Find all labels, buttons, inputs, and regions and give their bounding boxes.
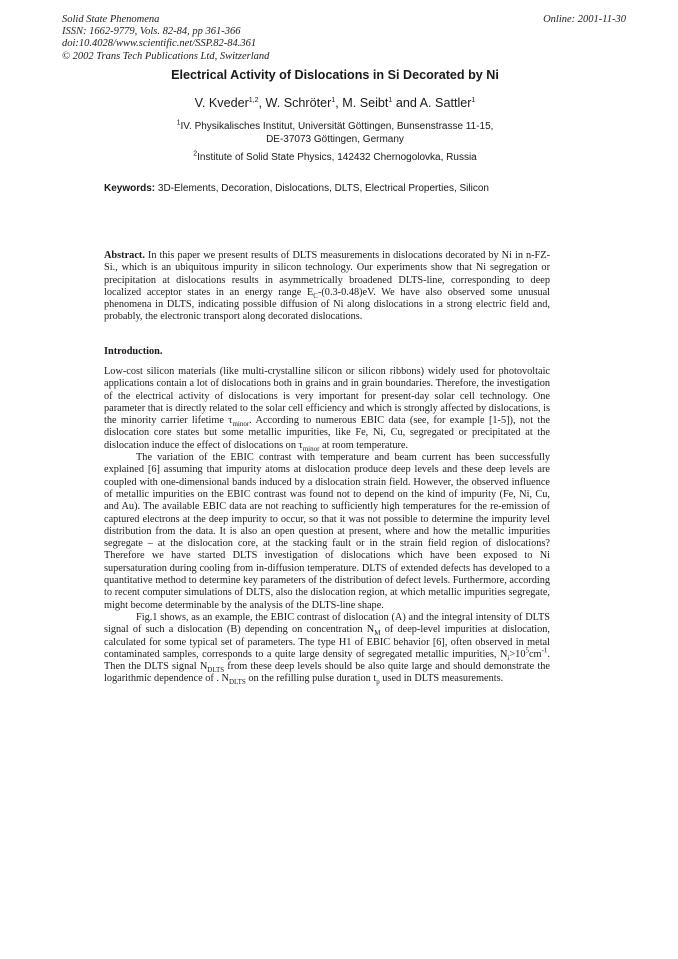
paragraph: The variation of the EBIC contrast with temperature and beam current has been successfully explained [6] assuming that impurity atoms at dislocation produce deep levels and these deep levels are coupled with one-dimensional bands induced by a dislocation strain field. However, the observed influence of metallic impurities on the EBIC contrast was found not to depend on the kind of impurity (Fe, Ni, Cu, and Au). The available EBIC data are not reaching to sufficiently high temperatures for the re-emission of captured electrons at the deep impurity to occur, so that it was not possible to determine the impurity level distribution from the data. It is also an open question at present, where and how the metallic impurities segregate – at the dislocation core, at the stacking fault or in the strain field region of dislocations? Therefore we have started DLTS investigation of dislocations which have been exposed to Ni supersaturation during cooling from in-diffusion temperature. DLTS of extended defects has developed to a quantitative method to determine key parameters of the distribution of defect levels. Furthermore, according to recent computer simulations of DLTS, also the dislocation region, at which metallic impurities segregate, might become determinable by the analysis of the DLTS-line shape. [104, 452, 550, 611]
online-date: Online: 2001-11-30 [543, 14, 626, 25]
author-name: M. Seibt [342, 96, 389, 110]
affiliation-text: Institute of Solid State Physics, 142432 Chernogolovka, Russia [197, 152, 477, 163]
introduction-body [104, 366, 550, 686]
affiliation-text: IV. Physikalisches Institut, Universität Göttingen, Bunsenstrasse 11-15, [180, 121, 494, 132]
author-affiliation-mark: 1 [331, 96, 336, 104]
doi-line: doi:10.4028/www.scientific.net/SSP.82-84.361 [62, 38, 257, 50]
subscript: DLTS [207, 666, 225, 675]
author-separator: , [258, 96, 266, 110]
section-heading: Introduction. [104, 346, 163, 357]
abstract [104, 250, 550, 324]
author-affiliation-mark: 1 [388, 96, 393, 104]
paragraph-text: from these deep levels should be also quite large and should demonstrate the logarithmic dependence of . N [104, 661, 550, 685]
paragraph-text: . According to numerous EBIC data (see, for example [1-5]), not the dislocation core states but some metallic impurities, like Fe, Ni, Cu, segregated or precipitated at the dislocation induce the effect of dislocations on τ [104, 415, 550, 451]
paragraph-text: at room temperature. [319, 439, 409, 451]
affiliation-1 [60, 121, 610, 146]
affiliation-text: DE-37073 Göttingen, Germany [266, 133, 404, 145]
publication-info [62, 14, 269, 63]
paragraph-text: Fig.1 shows, as an example, the EBIC contrast of dislocation (A) and the integral intensity of DLTS signal of such a dislocation (B) depending on concentration N [104, 611, 550, 636]
journal-name: Solid State Phenomena [62, 14, 160, 25]
paragraph-text: used in DLTS measurements. [379, 673, 504, 685]
affiliation-2 [60, 152, 610, 165]
keywords-text: 3D-Elements, Decoration, Dislocations, DLTS, Electrical Properties, Silicon [155, 183, 489, 194]
paragraph-text: on the refilling pulse duration t [245, 673, 377, 685]
author-name: V. Kveder [194, 96, 249, 110]
author-name: W. Schröter [265, 96, 332, 110]
issn-line: ISSN: 1662-9779, Vols. 82-84, pp 361-366 [62, 26, 241, 38]
author-separator: and [392, 96, 420, 110]
subscript: i [507, 653, 510, 662]
author-affiliation-mark: 1 [471, 96, 476, 104]
paragraph-text: . Then the DLTS signal N [104, 648, 550, 673]
superscript: -1 [541, 646, 548, 655]
author-separator: , [335, 96, 343, 110]
abstract-label: Abstract. [104, 250, 145, 261]
paragraph-text: Low-cost silicon materials (like multi-crystalline silicon or silicon ribbons) widely used for photovoltaic applications contain a lot of dislocations both in grains and in grain boundaries. Therefore, the investigation of the electrical activity of dislocations is very important for present-day solar cell technology. One parameter that is directly related to the solar cell efficiency and which is strongly affected by dislocations, is the minority carrier lifetime τ [104, 366, 550, 427]
paragraph-text: cm [528, 648, 542, 660]
subscript: minor [232, 420, 250, 429]
author-affiliation-mark: 1,2 [248, 96, 259, 104]
affiliation-mark: 1 [176, 119, 181, 127]
superscript: 5 [525, 646, 529, 655]
keywords-label: Keywords: [104, 183, 156, 194]
abstract-text: In this paper we present results of DLTS measurements in dislocations decorated by Ni in n-FZ-Si., which is an ubiquitous impurity in silicon technology. Our experiments show that Ni segregation or precipitation at dislocations results in asymmetrically broadened DLTS-line, corresponding to deep localized acceptor states in an energy range E [104, 250, 550, 298]
subscript: M [374, 629, 381, 638]
subscript: minor [302, 444, 320, 453]
paragraph-text: >10 [509, 648, 526, 660]
subscript: p [376, 678, 380, 687]
paragraph [104, 366, 550, 452]
affiliation-mark: 2 [193, 150, 198, 158]
copyright-line: © 2002 Trans Tech Publications Ltd, Switzerland [62, 50, 270, 62]
subscript: C [313, 291, 318, 300]
author-list [60, 96, 610, 110]
author-name: A. Sattler [419, 96, 472, 110]
paper-title: Electrical Activity of Dislocations in Si Decorated by Ni [171, 68, 499, 82]
keywords [104, 183, 489, 194]
paragraph [104, 612, 550, 686]
abstract-text: -(0.3-0.48)eV. We have also observed some unusual phenomena in DLTS, indicating possible diffusion of Ni along dislocations in a strong electric field and, probably, the electronic transport along decorated dislocations. [104, 286, 551, 323]
paragraph-text: of deep-level impurities at dislocation, calculated for some typical set of parameters. The type H1 of EBIC behavior [6], often observed in metal contaminated samples, corresponds to a quite large density of segregated metallic impurities, N [104, 624, 550, 660]
subscript: DLTS [228, 678, 246, 687]
